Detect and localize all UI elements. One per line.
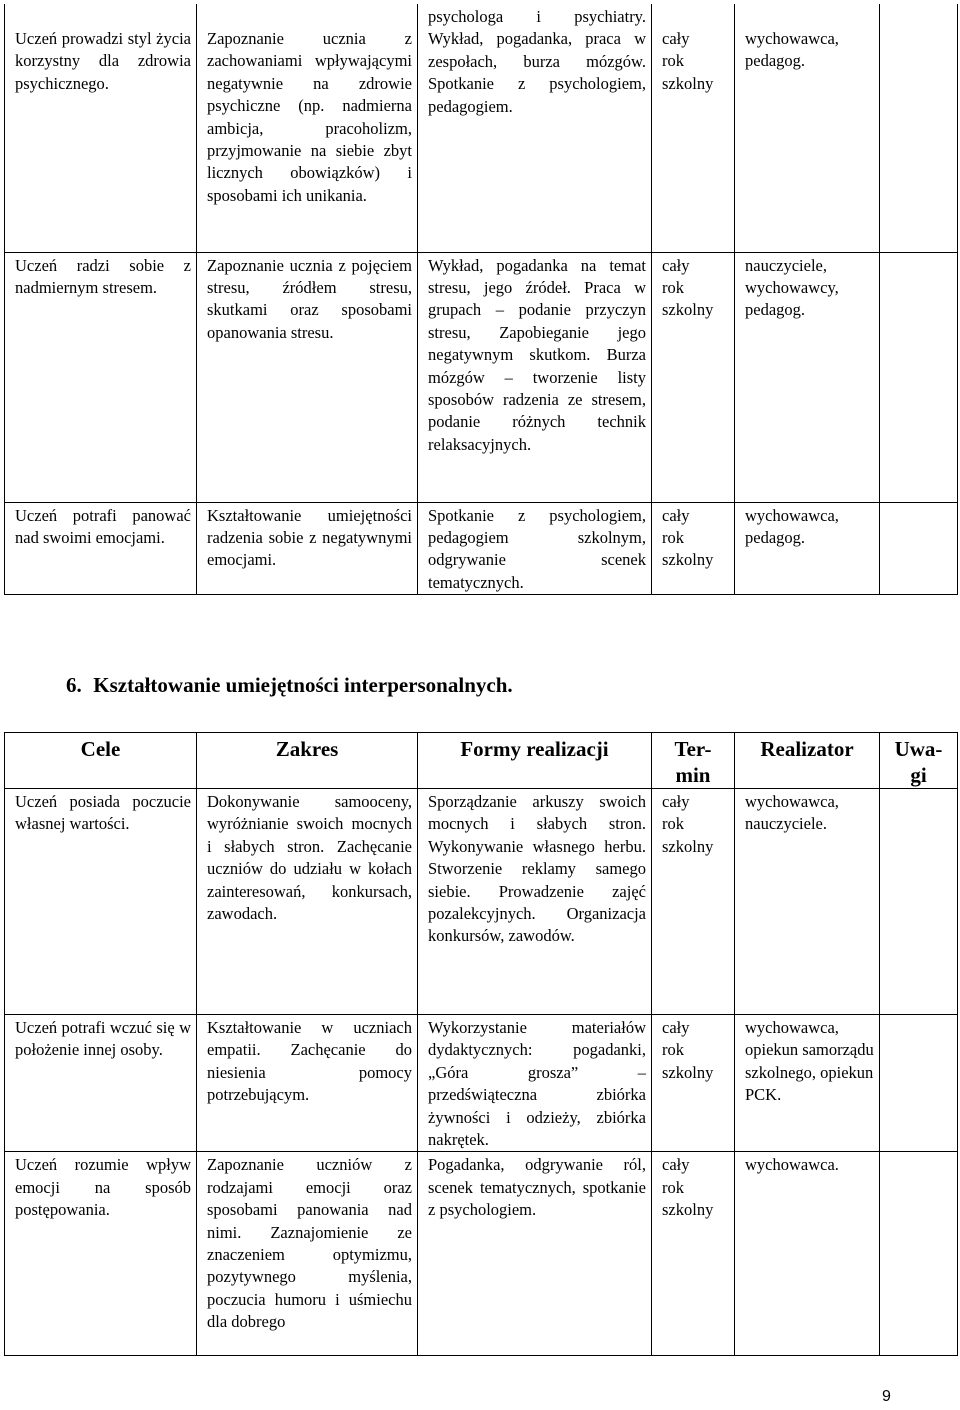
termin-cell: cały rok szkolny: [652, 252, 735, 502]
realizator-cell: wychowawca, pedagog.: [735, 502, 880, 595]
termin-cell: cały rok szkolny: [652, 4, 735, 252]
formy-cell: Wykorzystanie materiałów dydaktycznych: pogadanki, „Góra grosza” – przedświąteczna zbiórka żywności i odzieży, zbiórka nakrętek.: [418, 1015, 652, 1152]
realizator-cell: wychowawca, opiekun samorządu szkolnego, opiekun PCK.: [735, 1015, 880, 1152]
uwagi-cell: [880, 252, 958, 502]
termin-cell: cały rok szkolny: [652, 502, 735, 595]
termin-cell: cały rok szkolny: [652, 789, 735, 1015]
section-heading: [66, 673, 513, 698]
table-row: [5, 1152, 958, 1356]
header-termin: Ter- min: [652, 733, 735, 789]
termin-cell: cały rok szkolny: [652, 1152, 735, 1356]
header-formy: Formy realizacji: [418, 733, 652, 789]
table-row: [5, 252, 958, 502]
zakres-cell: Dokonywanie samooceny, wyróżnianie swoich mocnych i słabych stron. Zachęcanie uczniów do udziału w kołach zainteresowań, konkursach, zawodach.: [197, 789, 418, 1015]
formy-cell: psychologa i psychiatry. Wykład, pogadanka, praca w zespołach, burza mózgów. Spotkanie z psychologiem, pedagogiem.: [418, 4, 652, 252]
cele-cell: Uczeń radzi sobie z nadmiernym stresem.: [5, 252, 197, 502]
cele-cell: Uczeń rozumie wpływ emocji na sposób postępowania.: [5, 1152, 197, 1356]
uwagi-cell: [880, 1152, 958, 1356]
table-row: [5, 502, 958, 595]
section-number: 6.: [66, 673, 82, 697]
header-uwagi: Uwa- gi: [880, 733, 958, 789]
table-row: [5, 789, 958, 1015]
header-zakres: Zakres: [197, 733, 418, 789]
termin-cell: cały rok szkolny: [652, 1015, 735, 1152]
uwagi-cell: [880, 789, 958, 1015]
table-header-row: [5, 733, 958, 789]
table-continued: [4, 4, 958, 595]
formy-cell: Spotkanie z psychologiem, pedagogiem szkolnym, odgrywanie scenek tematycznych.: [418, 502, 652, 595]
table-row: [5, 1015, 958, 1152]
cele-cell: Uczeń posiada poczucie własnej wartości.: [5, 789, 197, 1015]
header-cele: Cele: [5, 733, 197, 789]
zakres-cell: Zapoznanie ucznia z pojęciem stresu, źródłem stresu, skutkami oraz sposobami opanowania stresu.: [197, 252, 418, 502]
zakres-cell: Kształtowanie w uczniach empatii. Zachęcanie do niesienia pomocy potrzebującym.: [197, 1015, 418, 1152]
section-title: Kształtowanie umiejętności interpersonalnych.: [93, 673, 513, 697]
formy-cell: Sporządzanie arkuszy swoich mocnych i słabych stron. Wykonywanie własnego herbu. Stworzenie reklamy samego siebie. Prowadzenie zajęć pozalekcyjnych. Organizacja konkursów, zawodów.: [418, 789, 652, 1015]
zakres-cell: Zapoznanie ucznia z zachowaniami wpływającymi negatywnie na zdrowie psychiczne (np. nadmierna ambicja, pracoholizm, przyjmowanie na siebie zbyt licznych obowiązków) i sposobami ich unikania.: [197, 4, 418, 252]
realizator-cell: wychowawca.: [735, 1152, 880, 1356]
zakres-cell: Kształtowanie umiejętności radzenia sobie z negatywnymi emocjami.: [197, 502, 418, 595]
cele-cell: Uczeń potrafi panować nad swoimi emocjami.: [5, 502, 197, 595]
realizator-cell: wychowawca, pedagog.: [735, 4, 880, 252]
zakres-cell: Zapoznanie uczniów z rodzajami emocji oraz sposobami panowania nad nimi. Zaznajomienie ze znaczeniem optymizmu, pozytywnego myślenia, poczucia humoru i uśmiechu dla dobrego: [197, 1152, 418, 1356]
cele-cell: Uczeń prowadzi styl życia korzystny dla zdrowia psychicznego.: [5, 4, 197, 252]
page-number: 9: [882, 1388, 891, 1405]
uwagi-cell: [880, 502, 958, 595]
realizator-cell: wychowawca, nauczyciele.: [735, 789, 880, 1015]
table-row: [5, 4, 958, 252]
table-interpersonal: [4, 732, 958, 1356]
cele-cell: Uczeń potrafi wczuć się w położenie innej osoby.: [5, 1015, 197, 1152]
uwagi-cell: [880, 1015, 958, 1152]
formy-cell: Wykład, pogadanka na temat stresu, jego źródeł. Praca w grupach – podanie przyczyn stresu, Zapobieganie jego negatywnym skutkom. Burza mózgów – tworzenie listy sposobów radzenia ze stresem, podanie różnych technik relaksacyjnych.: [418, 252, 652, 502]
realizator-cell: nauczyciele, wychowawcy, pedagog.: [735, 252, 880, 502]
header-realizator: Realizator: [735, 733, 880, 789]
uwagi-cell: [880, 4, 958, 252]
formy-cell: Pogadanka, odgrywanie ról, scenek tematycznych, spotkanie z psychologiem.: [418, 1152, 652, 1356]
